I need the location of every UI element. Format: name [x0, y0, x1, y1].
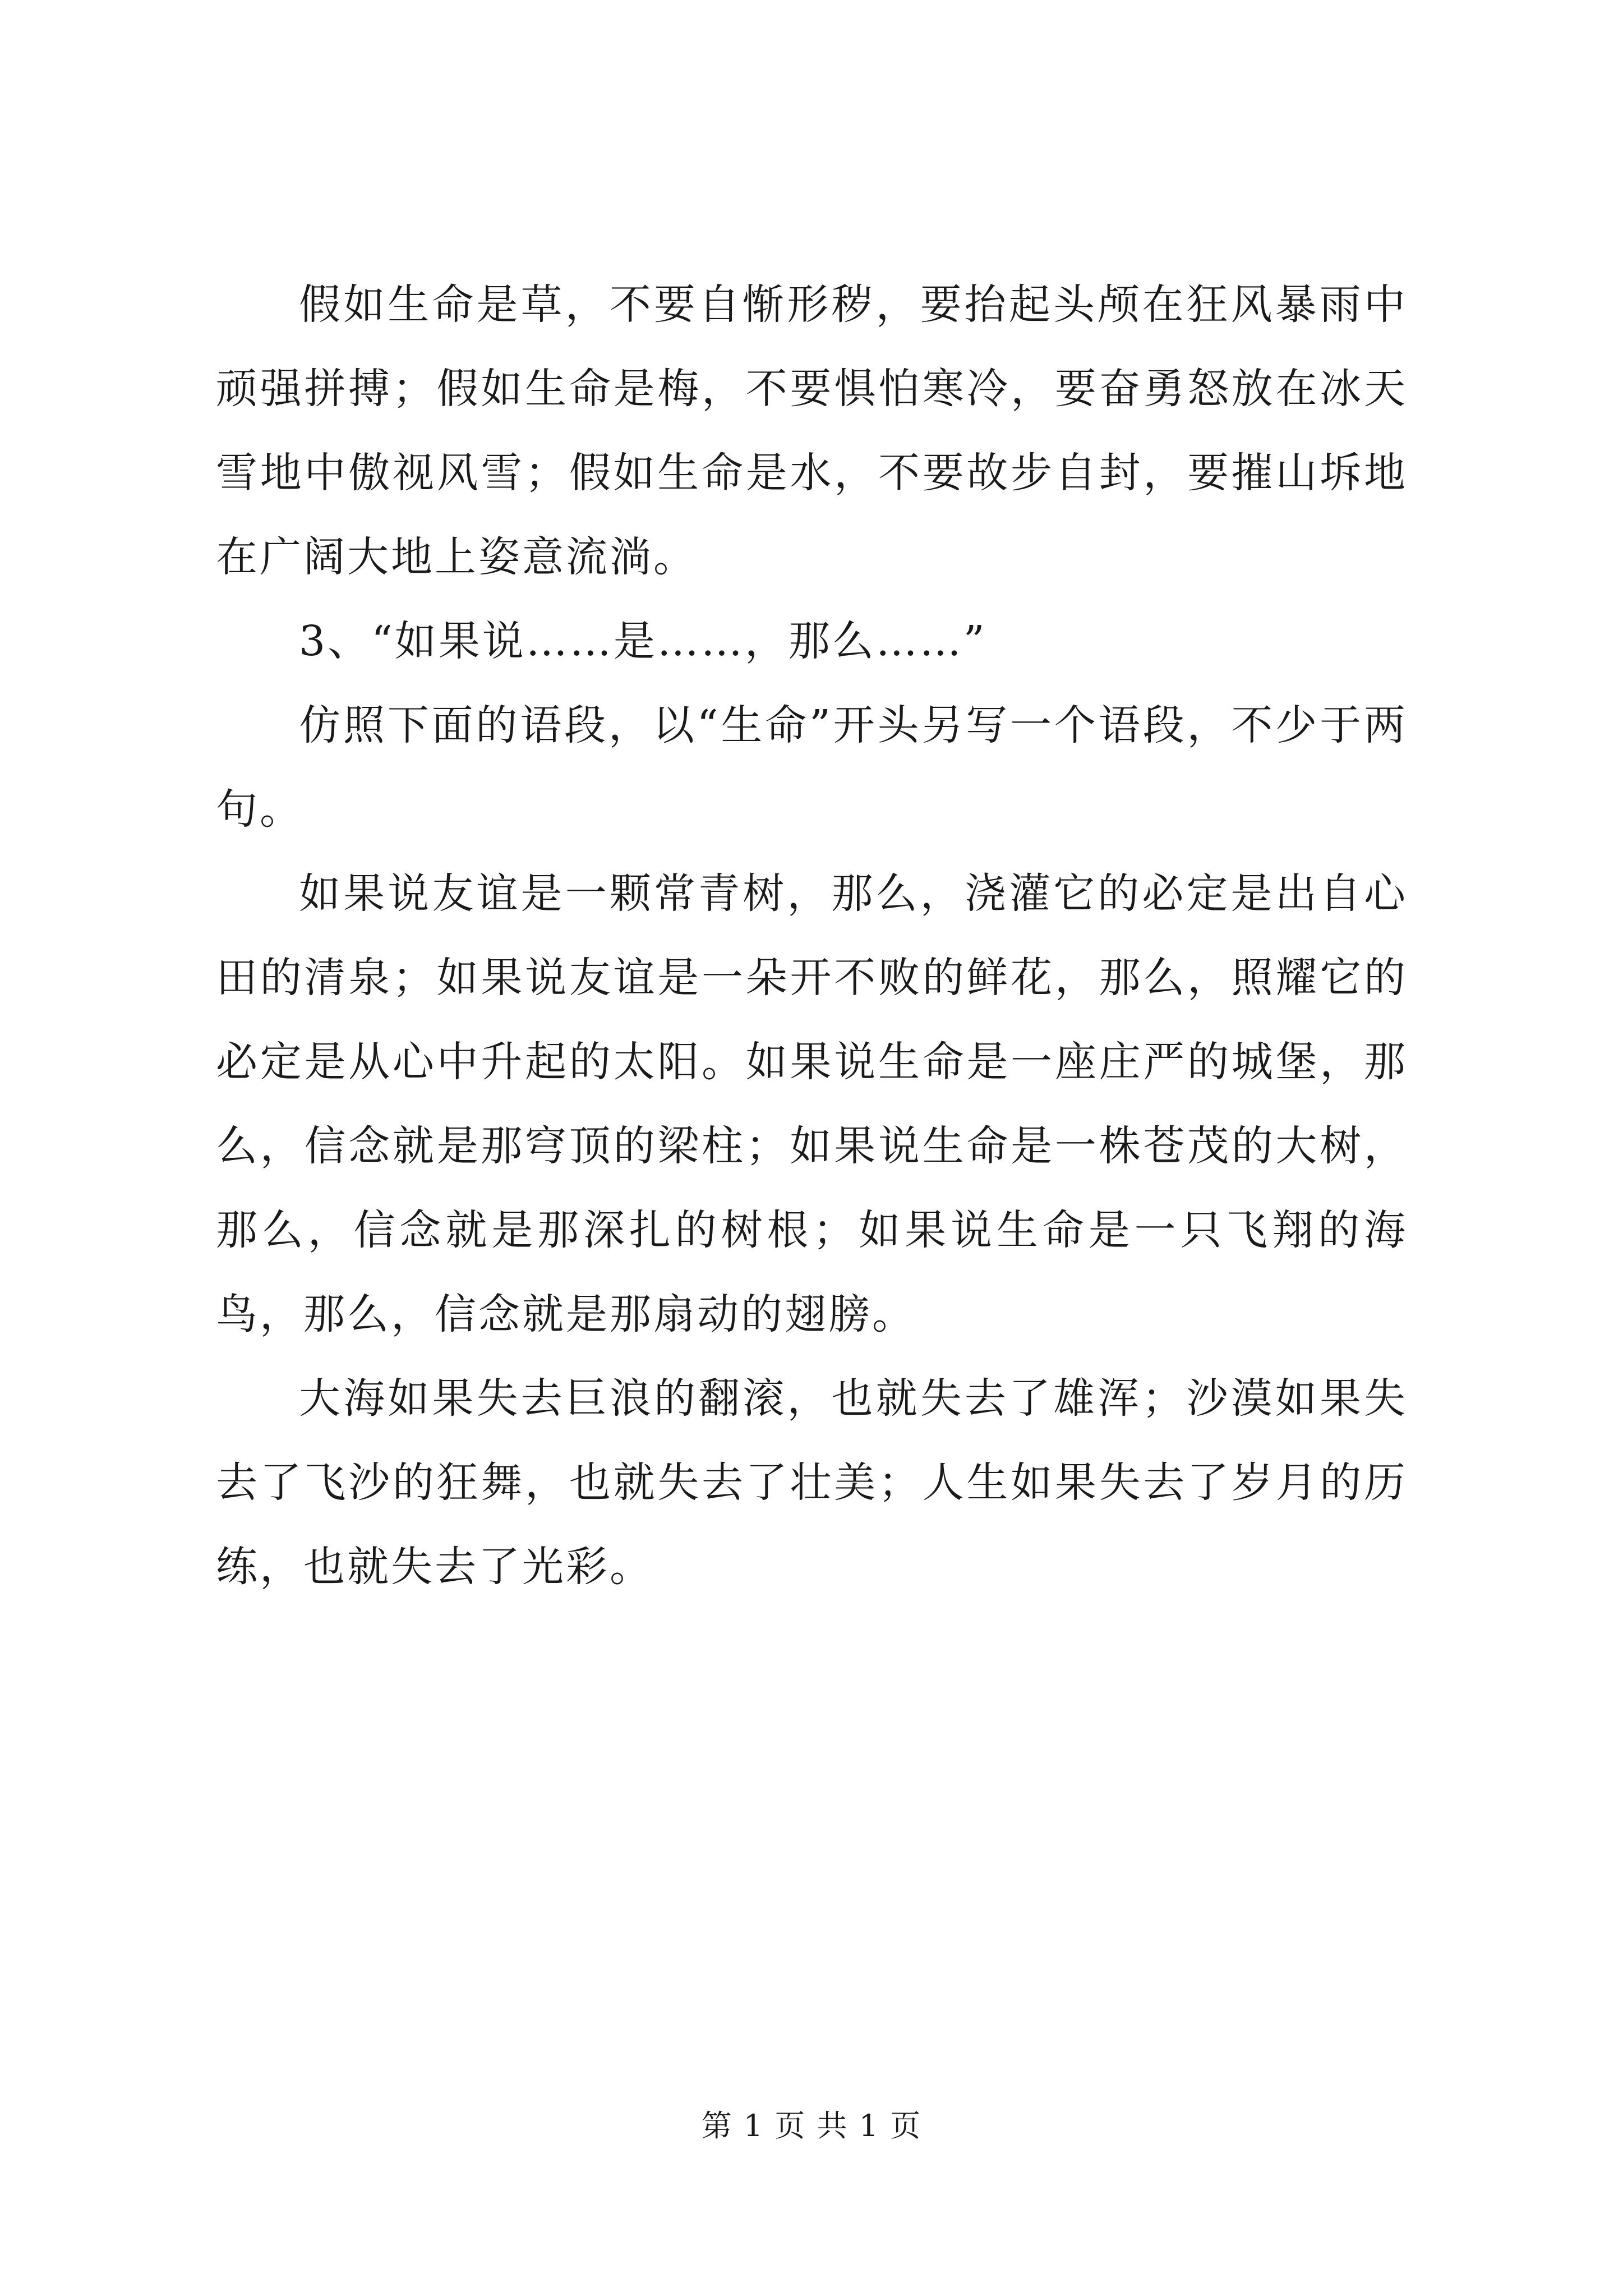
paragraph-instruction: 仿照下面的语段，以“生命”开头另写一个语段，不少于两句。: [216, 701, 1408, 834]
paragraph-section-heading: 3、“如果说……是……，那么……”: [299, 617, 987, 665]
paragraph-life-metaphors: 假如生命是草，不要自惭形秽，要抬起头颅在狂风暴雨中顽强拼搏；假如生命是梅，不要惧怕寒冷，要奋勇怒放在冰天雪地中傲视风雪；假如生命是水，不要故步自封，要摧山坼地在广阔大地上姿意流淌。: [216, 280, 1408, 581]
page-footer: 第 1 页 共 1 页: [701, 2108, 922, 2143]
paragraph-example-text: 如果说友谊是一颗常青树，那么，浇灌它的必定是出自心田的清泉；如果说友谊是一朵开不败的鲜花，那么，照耀它的必定是从心中升起的太阳。如果说生命是一座庄严的城堡，那么，信念就是那穹顶的梁柱；如果说生命是一株苍茂的大树，那么，信念就是那深扎的树根；如果说生命是一只飞翔的海鸟，那么，信念就是那扇动的翅膀。: [216, 869, 1408, 1338]
paragraph-closing: 大海如果失去巨浪的翻滚，也就失去了雄浑；沙漠如果失去了飞沙的狂舞，也就失去了壮美；人生如果失去了岁月的历练，也就失去了光彩。: [216, 1374, 1408, 1591]
document-body: [216, 263, 1408, 1609]
